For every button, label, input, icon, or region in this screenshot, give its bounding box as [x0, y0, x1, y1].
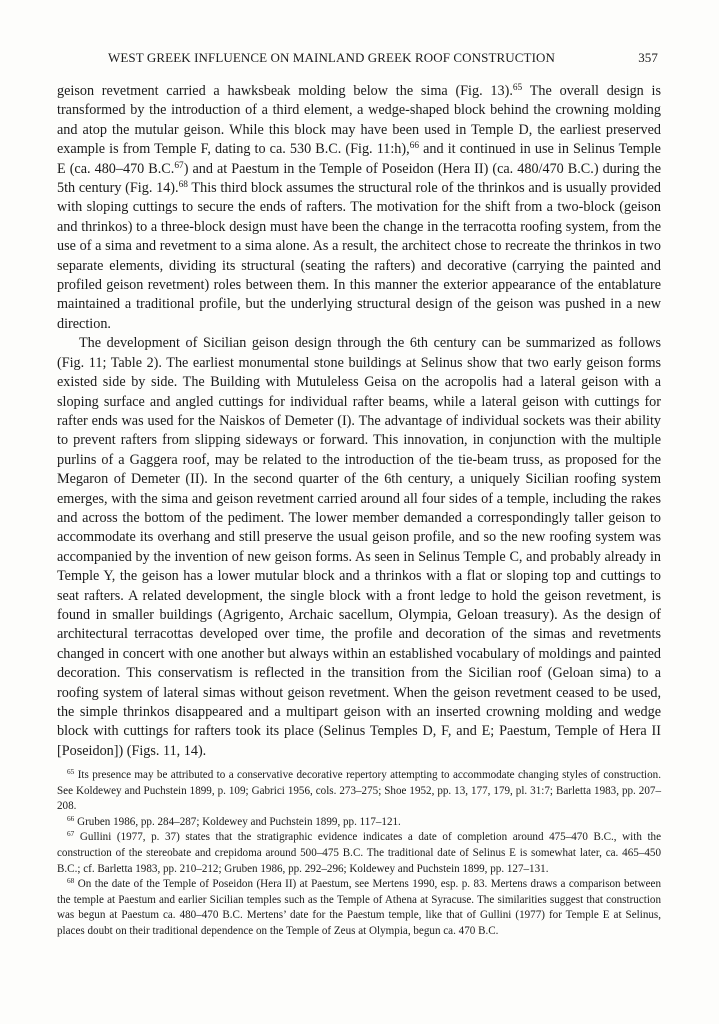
footnote-67 — [57, 830, 661, 877]
footnote-text: Gruben 1986, pp. 284–287; Koldewey and Puchstein 1899, pp. 117–121. — [74, 815, 401, 828]
paragraph-1 — [57, 82, 661, 334]
paragraph-1-part-2: The overall design is transformed by the introduction of a third element, a wedge-shaped block behind the crowning molding and atop the mutular geison. While this block may have been used in Temple D, the earliest preserved example is from Temple F, dating to ca. 530 B.C. (Fig. 11:h), — [57, 83, 661, 158]
paragraph-1-part-1: geison revetment carried a hawksbeak molding below the sima (Fig. 13). — [57, 83, 513, 99]
footnote-ref-65: 65 — [512, 82, 523, 93]
footnote-number: 66 — [67, 813, 75, 823]
page-number: 357 — [638, 50, 658, 65]
footnote-text: Its presence may be attributed to a conservative decorative repertory attempting to accommodate changing styles of construction. See Koldewey and Puchstein 1899, p. 109; Gabrici 1956, cols. 273–275; Shoe 1952, pp. 13, 177, 179, pl. 31:7; Barletta 1983, pp. 207–208. — [57, 769, 661, 813]
footnote-text: Gullini (1977, p. 37) states that the stratigraphic evidence indicates a date of completion around 475–470 B.C., with the construction of the stereobate and crepidoma around 500–475 B.C. The traditional date of Selinus E is somewhat later, ca. 465–450 B.C.; cf. Barletta 1983, pp. 210–212; Gruben 1986, pp. 292–296; Koldewey and Puchstein 1899, pp. 127–131. — [57, 831, 661, 875]
paragraph-2: The development of Sicilian geison design through the 6th century can be summarized as follows (Fig. 11; Table 2). The earliest monumental stone buildings at Selinus show that two early geison forms existed side by side. The Building with Mutuleless Geisa on the acropolis had a lateral geison with a sloping surface and angled cuttings for individual rafter beams, while a lateral geison with cuttings for rafter ends was used for the Naiskos of Demeter (I). The advantage of individual sockets was their ability to prevent rafters from slipping sideways or forward. This innovation, in conjunction with the multiple purlins of a Gaggera roof, may be related to the introduction of the tie-beam truss, as proposed for the Megaron of Demeter (II). In the second quarter of the 6th century, a uniquely Sicilian roofing system emerges, with the sima and geison revetment carried around all four sides of a temple, including the rakes and across the bottom of the pediment. The lower member demanded a correspondingly taller geison to accommodate its overhang and still preserve the usual geison profile, and so the new roofing system was accompanied by the invention of new geison forms. As seen in Selinus Temple C, and probably already in Temple Y, the geison has a lower mutular block and a thrinkos with a flat or sloping top and cuttings to seat rafters. A related development, the single block with a front ledge to hold the geison revetment, is found in smaller buildings (Agrigento, Archaic sacellum, Olympia, Geloan treasury). As the design of architectural terracottas developed over time, the profile and decoration of the simas and revetments changed in concert with one another but always within an established vocabulary of moldings and painted decoration. This conservatism is reflected in the transition from the Sicilian roof (Geloan sima) to a roofing system of lateral simas without geison revetment. When the geison revetment ceased to be used, the simple thrinkos disappeared and a multipart geison with an inserted crowning molding and wedge block with cuttings for rafters took its place (Selinus Temples D, F, and E; Paestum, Temple of Hera II [Poseidon]) (Figs. 11, 14). — [57, 335, 661, 759]
paragraph-1-part-5: This third block assumes the structural role of the thrinkos and is usually provided with sloping cuttings to secure the ends of rafters. The motivation for the shift from a two-block (geison and thrinkos) to a three-block design must have been the change in the terracotta roofing system, from the use of a sima and revetment to a sima alone. As a result, the architect chose to recreate the thrinkos in two separate elements, dividing its structural (seating the rafters) and decorative (carrying the painted and profiled geison revetment) roles between them. In this manner the exterior appearance of the entablature maintained a traditional profile, but the underlying structural design of the geison was pushed in a new direction. — [57, 180, 661, 332]
body-text — [57, 82, 661, 761]
paragraph-1-part-4: ) and at Paestum in the Temple of Poseidon (Hera II) (ca. 480/470 B.C.) during the 5th century (Fig. 14). — [57, 160, 661, 197]
footnote-ref-67: 67 — [174, 160, 184, 171]
footnote-ref-66: 66 — [409, 141, 420, 152]
footnotes — [57, 768, 661, 940]
footnote-number: 67 — [67, 829, 75, 839]
running-title: WEST GREEK INFLUENCE ON MAINLAND GREEK ROOF CONSTRUCTION — [108, 50, 555, 65]
footnote-number: 65 — [67, 766, 75, 776]
footnote-65 — [57, 768, 661, 815]
footnote-number: 68 — [67, 876, 75, 886]
footnote-68 — [57, 877, 661, 939]
paragraph-1-part-3: and it continued in use in Selinus Temple E (ca. 480–470 B.C. — [57, 141, 661, 177]
footnote-text: On the date of the Temple of Poseidon (Hera II) at Paestum, see Mertens 1990, esp. p. 83. Mertens draws a comparison between the temple at Paestum and earlier Sicilian temples such as the Temple of Athena at Syracuse. The similarities suggest that construction was begun at Paestum ca. 480–470 B.C. Mertens’ date for the Paestum temple, like that of Gullini (1977) for Temple E at Selinus, places doubt on their traditional dependence on the Temple of Zeus at Olympia, begun ca. 470 B.C. — [57, 878, 661, 937]
footnote-ref-68: 68 — [178, 179, 188, 190]
footnote-66 — [57, 815, 661, 831]
